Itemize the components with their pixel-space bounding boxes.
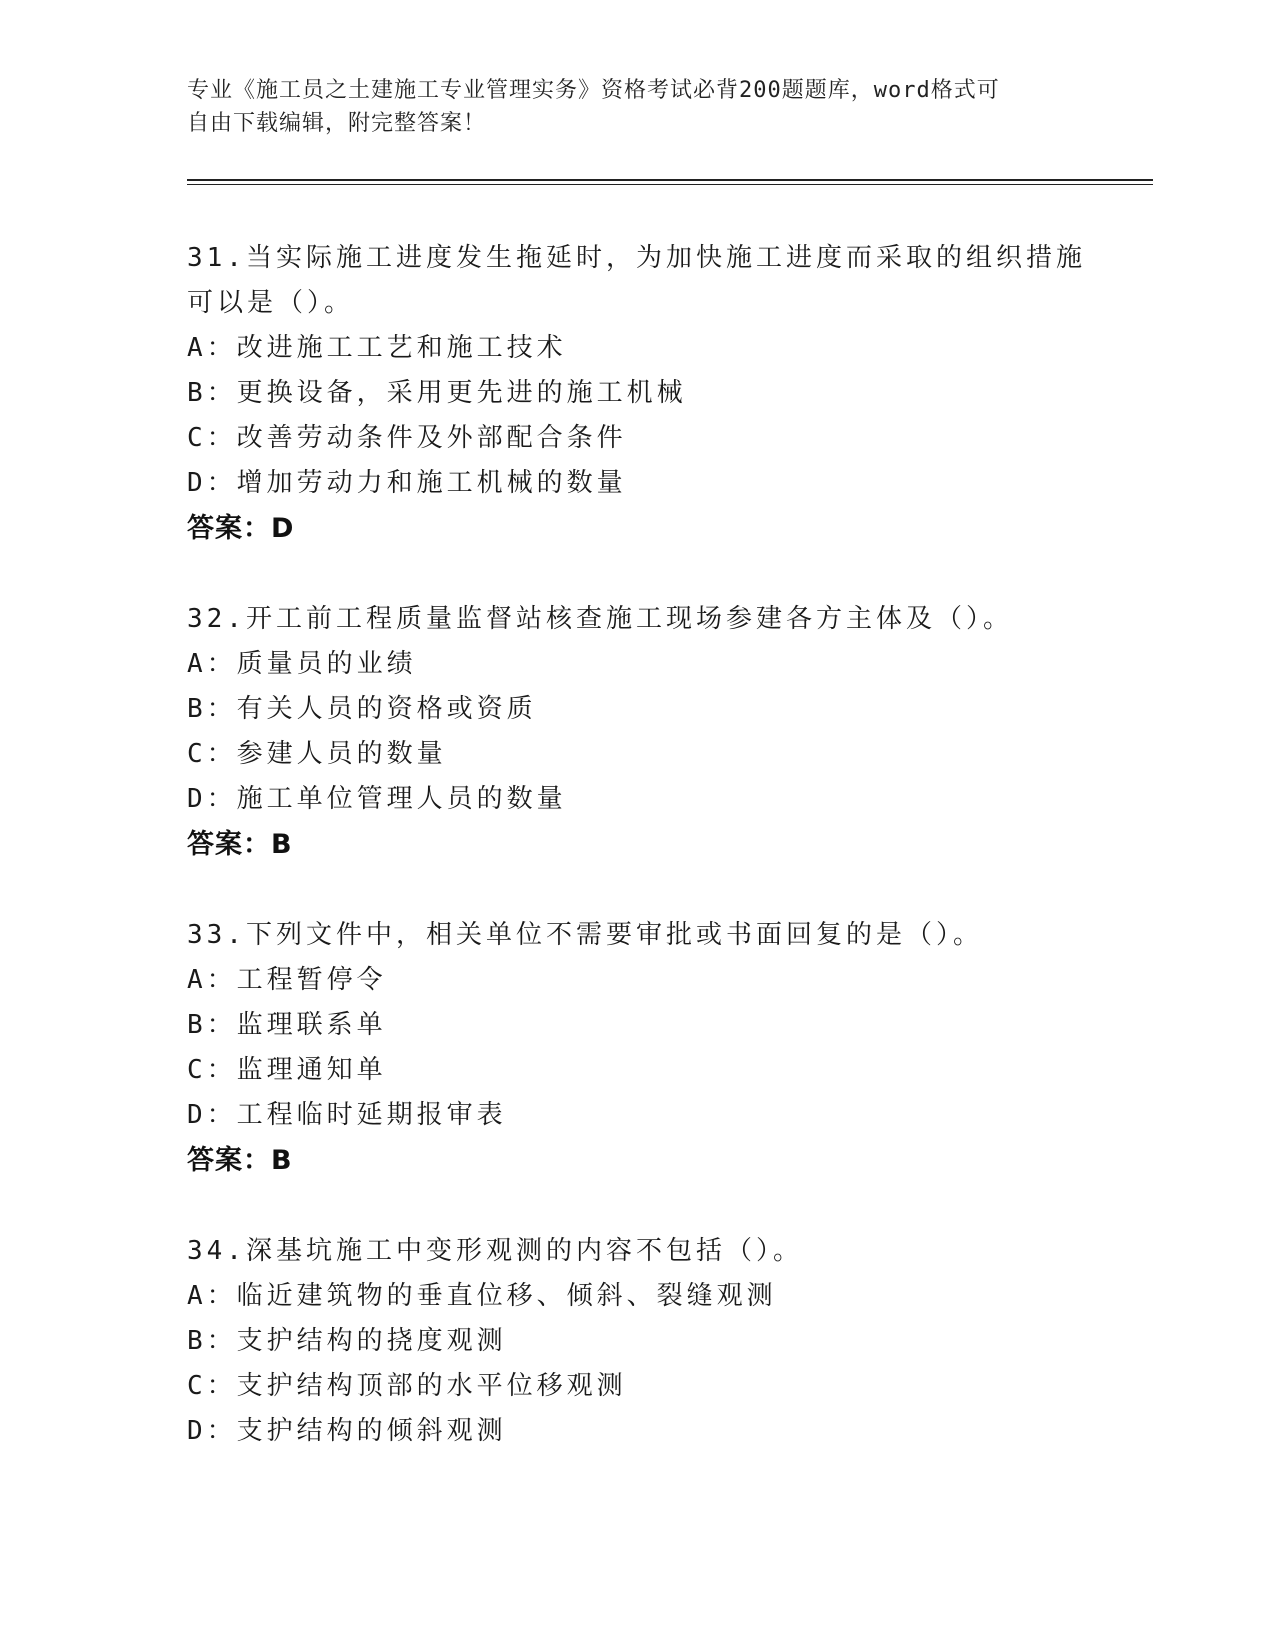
option-b: B：更换设备，采用更先进的施工机械	[187, 378, 687, 408]
question-34	[187, 1229, 1087, 1454]
question-31	[187, 236, 1087, 552]
answer-label: 答案：B	[187, 829, 293, 860]
question-stem: 34.深基坑施工中变形观测的内容不包括（）。	[187, 1236, 803, 1266]
option-d: D：工程临时延期报审表	[187, 1100, 507, 1130]
header-line-2: 自由下载编辑，附完整答案！	[187, 111, 487, 136]
option-a: A：改进施工工艺和施工技术	[187, 333, 567, 363]
option-a: A：工程暂停令	[187, 965, 387, 995]
question-stem: 31.当实际施工进度发生拖延时，为加快施工进度而采取的组织措施可以是（）。	[187, 243, 1086, 318]
option-c: C：支护结构顶部的水平位移观测	[187, 1371, 627, 1401]
option-c: C：监理通知单	[187, 1055, 387, 1085]
option-c: C：参建人员的数量	[187, 739, 447, 769]
option-b: B：支护结构的挠度观测	[187, 1326, 507, 1356]
option-d: D：支护结构的倾斜观测	[187, 1416, 507, 1446]
question-list	[187, 236, 1087, 1499]
option-b: B：有关人员的资格或资质	[187, 694, 537, 724]
header-line-1: 专业《施工员之土建施工专业管理实务》资格考试必背200题题库，word格式可	[187, 78, 1000, 103]
header-divider-thick	[187, 179, 1153, 181]
option-d: D：施工单位管理人员的数量	[187, 784, 567, 814]
option-c: C：改善劳动条件及外部配合条件	[187, 423, 627, 453]
answer-label: 答案：B	[187, 1145, 293, 1176]
document-header	[187, 74, 1067, 140]
question-33	[187, 913, 1087, 1184]
option-d: D：增加劳动力和施工机械的数量	[187, 468, 627, 498]
option-a: A：临近建筑物的垂直位移、倾斜、裂缝观测	[187, 1281, 777, 1311]
header-divider-thin	[187, 184, 1153, 185]
option-a: A：质量员的业绩	[187, 649, 417, 679]
option-b: B：监理联系单	[187, 1010, 387, 1040]
question-32	[187, 597, 1087, 868]
question-stem: 33.下列文件中，相关单位不需要审批或书面回复的是（）。	[187, 920, 983, 950]
answer-label: 答案：D	[187, 513, 295, 544]
question-stem: 32.开工前工程质量监督站核查施工现场参建各方主体及（）。	[187, 604, 1013, 634]
